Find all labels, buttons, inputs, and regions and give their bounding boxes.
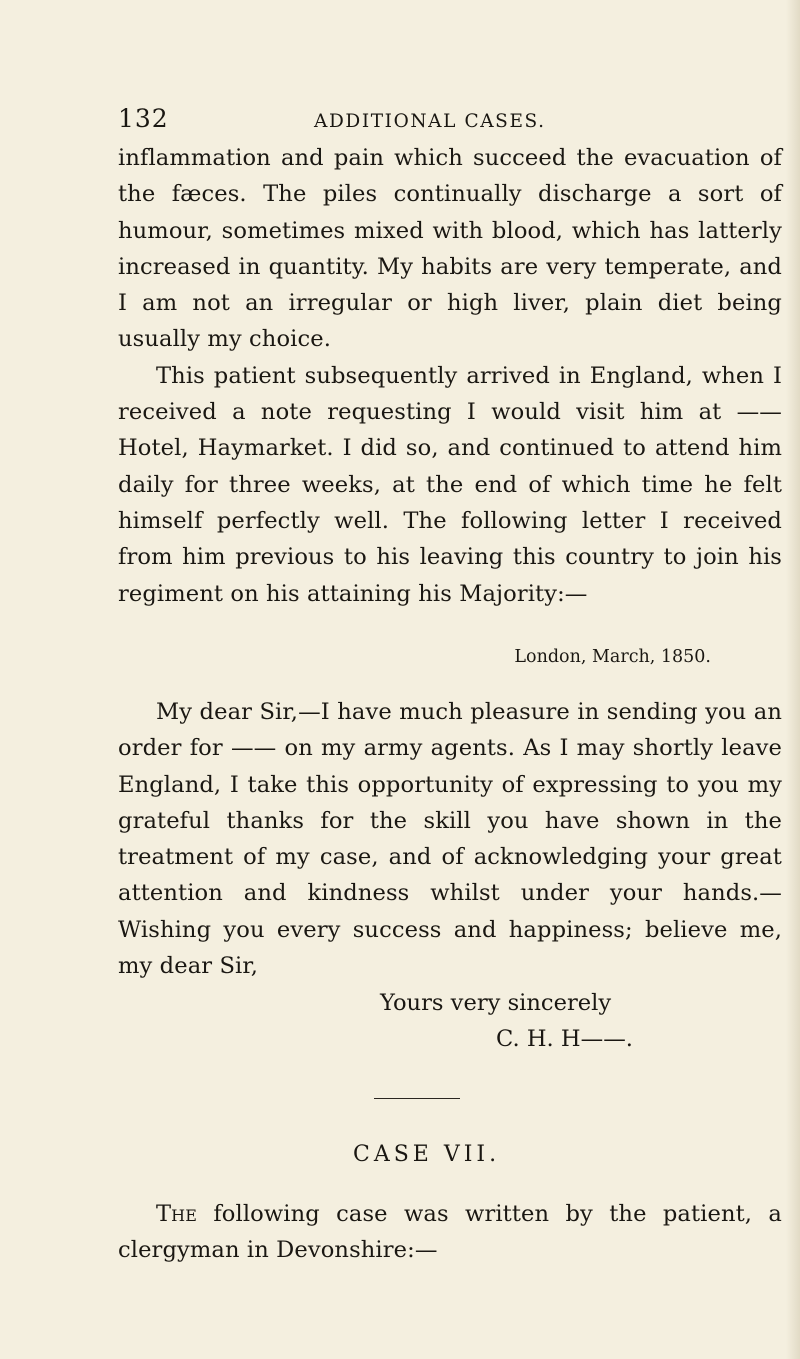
running-head: ADDITIONAL CASES.: [314, 111, 546, 132]
letter-signature: C. H. H——.: [496, 1026, 633, 1052]
case-intro-block: [118, 1196, 782, 1269]
paragraph-continuation: inflammation and pain which succeed the evacuation of the fæces. The piles continually discharge a sort of humour, sometimes mixed with blood, which has latterly increased in quantity. My habits are very temperate, and I am not an irregular or high liver, plain diet being usually my choice.: [118, 145, 782, 353]
case-intro-first-word: The: [156, 1201, 198, 1227]
page-number: 132: [118, 104, 169, 133]
letter-dateline: London, March, 1850.: [514, 647, 711, 667]
section-divider: [374, 1098, 460, 1099]
case-heading: CASE VII.: [353, 1142, 501, 1167]
paragraph-patient-arrival: This patient subsequently arrived in England, when I received a note requesting I would visit him at —— Hotel, Haymarket. I did so, and continued to attend him daily for three weeks, at the end of which time he felt himself perfectly well. The following letter I received from him previous to his leaving this country to join his regiment on his attaining his Majority:—: [118, 362, 782, 607]
page-header: [0, 96, 800, 136]
opening-text-block: [118, 140, 782, 612]
case-intro-paragraph: [118, 1196, 782, 1269]
letter-closing: Yours very sincerely: [380, 990, 612, 1016]
letter-body: My dear Sir,—I have much pleasure in sending you an order for —— on my army agents. As I may shortly leave England, I take this opportunity of expressing to you my grateful thanks for the skill you have shown in the treatment of my case, and of acknowledging your great attention and kindness whilst under your hands.—Wishing you every success and happiness; believe me, my dear Sir,: [118, 699, 782, 980]
page-edge-shadow: [786, 0, 800, 1359]
case-intro-text: following case was written by the patient, a clergyman in Devonshire:—: [118, 1201, 782, 1264]
letter-text-block: [118, 694, 782, 984]
